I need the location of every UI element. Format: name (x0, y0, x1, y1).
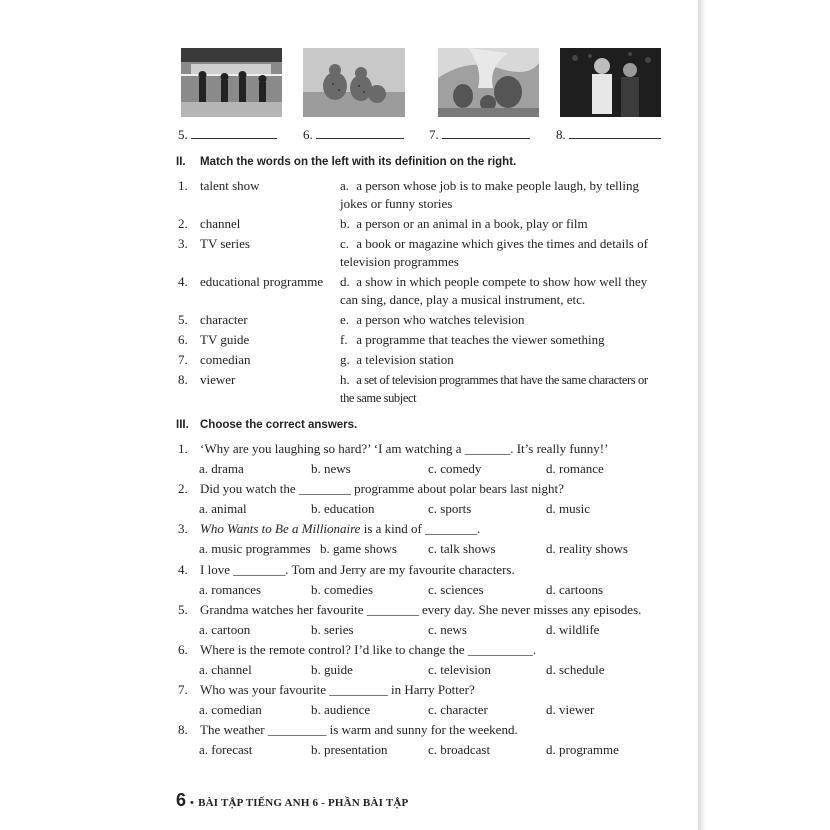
option[interactable]: c. sports (428, 501, 472, 516)
volleyball-photo-icon (181, 48, 282, 117)
option[interactable]: c. comedy (428, 461, 482, 476)
option[interactable]: c. sciences (428, 582, 484, 597)
photo-label-8: 8. (556, 127, 661, 143)
option[interactable]: d. programme (546, 742, 619, 757)
option[interactable]: b. comedies (311, 582, 374, 597)
option[interactable]: b. news (311, 461, 351, 476)
answer-blank[interactable]: ________ (366, 602, 419, 617)
option[interactable]: b. audience (311, 702, 371, 717)
answer-blank[interactable]: __________ (467, 642, 533, 657)
option[interactable]: c. news (428, 622, 467, 637)
section-3-heading: III. Choose the correct answers. (176, 419, 358, 431)
lion-king-photo-icon (438, 48, 539, 117)
page-footer (176, 790, 408, 811)
option[interactable]: c. broadcast (428, 742, 491, 757)
answer-blank[interactable]: _________ (329, 682, 388, 697)
option[interactable]: c. talk shows (428, 541, 496, 556)
option[interactable]: b. series (311, 622, 354, 637)
photo-label-6: 6. (303, 127, 404, 143)
option[interactable]: a. channel (199, 662, 252, 677)
photo-label-5: 5. (178, 127, 277, 143)
section-2-heading: II. Match the words on the left with its definition on the right. (176, 156, 517, 168)
option[interactable]: c. character (428, 702, 488, 717)
option[interactable]: d. reality shows (546, 541, 628, 556)
answer-blank[interactable]: ________ (298, 481, 351, 496)
book-title: BÀI TẬP TIẾNG ANH 6 - PHẦN BÀI TẬP (198, 797, 409, 809)
bullet-separator: • (190, 797, 195, 809)
page-number: 6 (176, 790, 187, 810)
option[interactable]: a. drama (199, 461, 244, 476)
option[interactable]: a. forecast (199, 742, 253, 757)
answer-line[interactable] (569, 127, 661, 139)
answer-blank[interactable]: _________ (267, 722, 327, 737)
option[interactable]: b. presentation (311, 742, 388, 757)
option[interactable]: d. cartoons (546, 582, 604, 597)
option[interactable]: a. comedian (199, 702, 262, 717)
photo-label-7: 7. (429, 127, 530, 143)
answer-blank[interactable]: ________ (425, 521, 478, 536)
answer-line[interactable] (442, 127, 530, 139)
option[interactable]: c. television (428, 662, 491, 677)
answer-blank[interactable]: ________ (233, 562, 286, 577)
option[interactable]: b. game shows (320, 541, 397, 556)
option[interactable]: d. viewer (546, 702, 595, 717)
talent-show-photo-icon (560, 48, 661, 117)
option[interactable]: d. wildlife (546, 622, 600, 637)
option[interactable]: b. education (311, 501, 375, 516)
option[interactable]: d. music (546, 501, 591, 516)
option[interactable]: a. animal (199, 501, 247, 516)
option[interactable]: d. schedule (546, 662, 605, 677)
page-edge-shadow (698, 0, 706, 830)
answer-line[interactable] (316, 127, 404, 139)
option[interactable]: a. cartoon (199, 622, 251, 637)
option[interactable]: a. romances (199, 582, 262, 597)
option[interactable]: b. guide (311, 662, 353, 677)
answer-line[interactable] (191, 127, 277, 139)
answer-blank[interactable]: _______ (464, 441, 511, 456)
option[interactable]: a. music programmes (199, 541, 311, 556)
cheetahs-photo-icon (303, 48, 405, 117)
option[interactable]: d. romance (546, 461, 604, 476)
